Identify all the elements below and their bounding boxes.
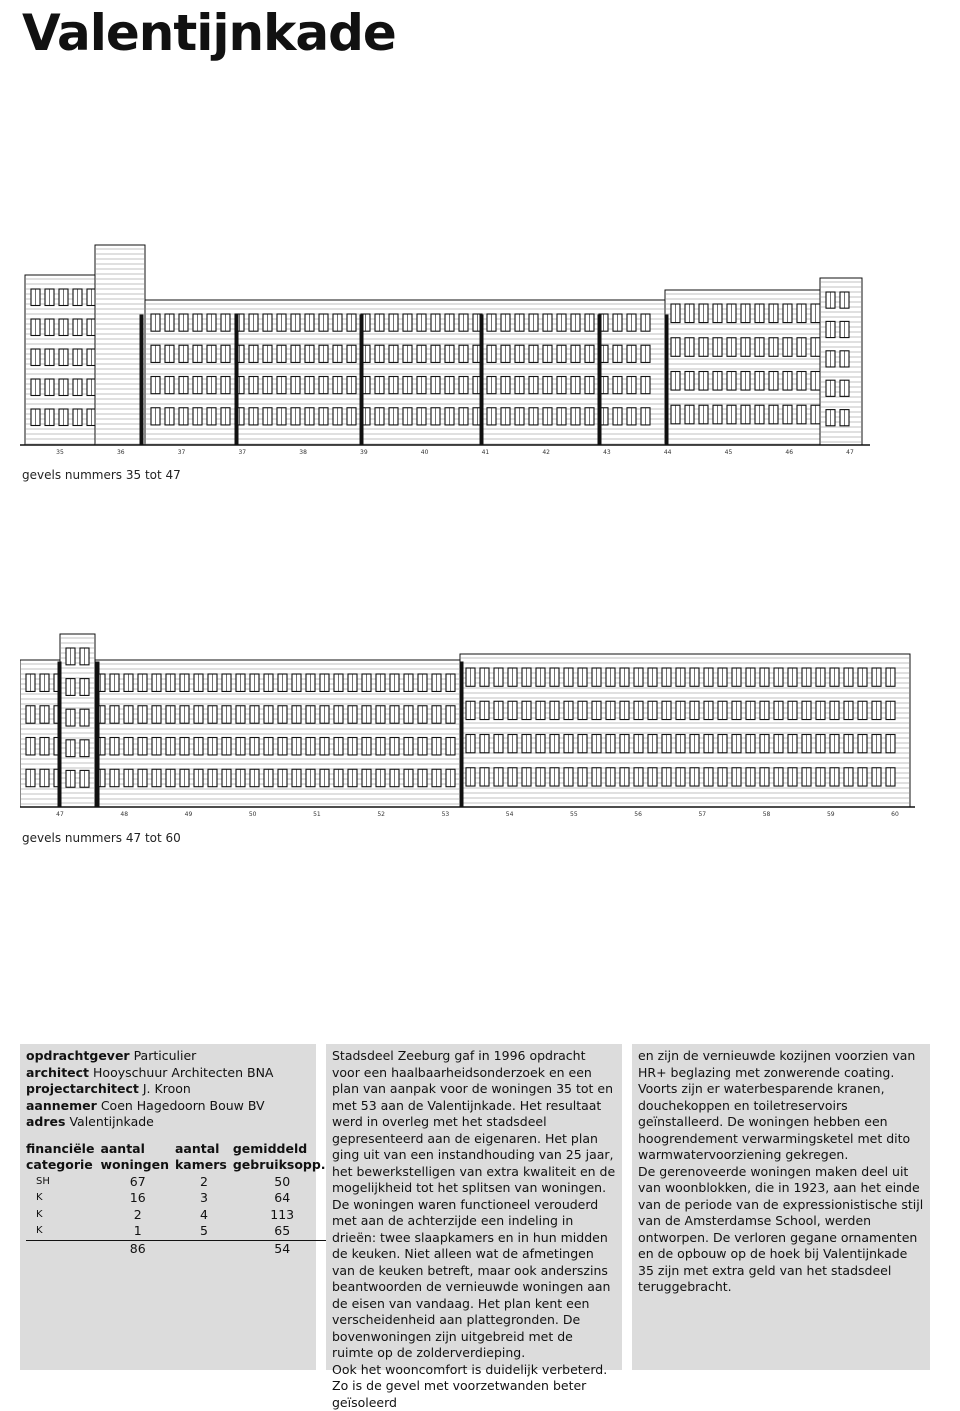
table-cell: SH xyxy=(26,1174,100,1191)
meta-value: Coen Hagedoorn Bouw BV xyxy=(101,1098,265,1113)
pilaster xyxy=(480,315,483,445)
facade-elevation-35-47 xyxy=(20,240,870,462)
building-block xyxy=(60,634,95,807)
facade-elevation-47-60 xyxy=(20,632,915,824)
house-number-label: 49 xyxy=(185,811,193,818)
house-number-label: 56 xyxy=(634,811,642,818)
meta-value: J. Kroon xyxy=(143,1081,191,1096)
meta-label: opdrachtgever xyxy=(26,1048,130,1063)
meta-label: adres xyxy=(26,1114,65,1129)
house-number-label: 47 xyxy=(56,811,64,818)
paragraph: en zijn de vernieuwde kozijnen voorzien van HR+ beglazing met zonwerende coating. Voorts zijn er waterbesparende kranen, douchekoppen en toiletreservoirs geïnstalleerd. De woningen hebben een hoogrendement verwarmingsketel met dito warmwatervoorziening gekregen. xyxy=(638,1048,924,1164)
header-financial-category: financiële categorie xyxy=(26,1141,100,1174)
house-number-label: 44 xyxy=(664,449,672,456)
table-cell: 67 xyxy=(100,1174,175,1191)
table-row xyxy=(26,1190,332,1207)
table-cell: 3 xyxy=(175,1190,233,1207)
table-row xyxy=(26,1207,332,1224)
table-cell: 64 xyxy=(233,1190,332,1207)
house-number-label: 54 xyxy=(506,811,514,818)
table-row xyxy=(26,1223,332,1240)
meta-label: architect xyxy=(26,1065,89,1080)
table-total-cell: 54 xyxy=(233,1241,332,1258)
paragraph: De gerenoveerde woningen maken deel uit van woonblokken, die in 1923, aan het einde van de periode van de expressionistische stijl van de Amsterdamse School, werden ontworpen. De verloren gegane ornamenten en de opbouw op de hoek bij Valentijnkade 35 zijn met extra geld van het stadsdeel teruggebracht. xyxy=(638,1164,924,1296)
table-cell: 1 xyxy=(100,1223,175,1240)
house-number-label: 52 xyxy=(377,811,385,818)
table-cell: 113 xyxy=(233,1207,332,1224)
building-block xyxy=(95,245,145,445)
meta-label: aannemer xyxy=(26,1098,97,1113)
meta-value: Particulier xyxy=(134,1048,197,1063)
table-cell: 50 xyxy=(233,1174,332,1191)
project-meta-item xyxy=(26,1065,310,1082)
house-number-label: 37 xyxy=(238,449,246,456)
pilaster xyxy=(58,662,61,807)
house-number-label: 59 xyxy=(827,811,835,818)
house-number-label: 47 xyxy=(846,449,854,456)
house-number-label: 55 xyxy=(570,811,578,818)
house-number-label: 37 xyxy=(178,449,186,456)
table-cell: 2 xyxy=(100,1207,175,1224)
project-meta-list xyxy=(26,1048,310,1131)
table-cell: 4 xyxy=(175,1207,233,1224)
house-number-label: 57 xyxy=(698,811,706,818)
project-meta-item xyxy=(26,1098,310,1115)
table-total-cell xyxy=(26,1241,100,1258)
table-cell: 2 xyxy=(175,1174,233,1191)
paragraph: Stadsdeel Zeeburg gaf in 1996 opdracht voor een haalbaarheidsonderzoek en een plan van aanpak voor de woningen 35 tot en met 53 aan de Valentijnkade. Het resultaat werd in overleg met het stadsdeel gepresenteerd aan de eigenaren. Het plan ging uit van een instandhouding van 25 jaar, het bewerkstelligen van extra kwaliteit en de mogelijkheid tot het splitsen van woningen. De woningen waren functioneel verouderd met aan de achterzijde een indeling in drieën: twee slaapkamers en in hun midden de keuken. Niet alleen wat de afmetingen van de keuken betreft, maar ook anderszins beantwoorden de vernieuwde woningen aan de eisen van vandaag. Het plan kent een verscheidenheid aan plattegronden. De bovenwoningen zijn uitgebreid met de ruimte op de zolderverdieping. xyxy=(332,1048,616,1362)
house-number-label: 50 xyxy=(249,811,257,818)
house-number-label: 46 xyxy=(785,449,793,456)
table-total-cell xyxy=(175,1241,233,1258)
header-average-floor-area: gemiddeld gebruiksopp. xyxy=(233,1141,332,1174)
text-column-3 xyxy=(632,1044,930,1370)
elevation-caption-bottom: gevels nummers 47 tot 60 xyxy=(22,831,181,845)
pilaster xyxy=(598,315,601,445)
house-number-label: 53 xyxy=(442,811,450,818)
house-number-label: 60 xyxy=(891,811,899,818)
header-number-of-rooms: aantal kamers xyxy=(175,1141,233,1174)
elevation-caption-top: gevels nummers 35 tot 47 xyxy=(22,468,181,482)
table-header-row xyxy=(26,1141,332,1174)
meta-value: Valentijnkade xyxy=(69,1114,153,1129)
house-number-label: 41 xyxy=(482,449,490,456)
page-title: Valentijnkade xyxy=(22,4,396,62)
house-number-label: 36 xyxy=(117,449,125,456)
house-number-label: 48 xyxy=(120,811,128,818)
table-cell: K xyxy=(26,1190,100,1207)
house-number-label: 45 xyxy=(725,449,733,456)
header-number-of-dwellings: aantal woningen xyxy=(100,1141,175,1174)
table-cell: 65 xyxy=(233,1223,332,1240)
pilaster xyxy=(360,315,363,445)
project-info-panel xyxy=(20,1044,316,1370)
house-number-label: 42 xyxy=(542,449,550,456)
house-number-label: 58 xyxy=(763,811,771,818)
house-number-label: 40 xyxy=(421,449,429,456)
project-meta-item xyxy=(26,1048,310,1065)
meta-value: Hooyschuur Architecten BNA xyxy=(93,1065,273,1080)
text-column-2 xyxy=(326,1044,622,1370)
housing-table xyxy=(26,1141,332,1258)
pilaster xyxy=(460,662,463,807)
house-number-label: 43 xyxy=(603,449,611,456)
table-row xyxy=(26,1174,332,1191)
pilaster xyxy=(96,662,99,807)
house-number-label: 39 xyxy=(360,449,368,456)
house-number-label: 38 xyxy=(299,449,307,456)
facade-drawing xyxy=(20,245,870,445)
pilaster xyxy=(665,315,668,445)
table-cell: 5 xyxy=(175,1223,233,1240)
table-cell: K xyxy=(26,1223,100,1240)
project-meta-item xyxy=(26,1081,310,1098)
table-total-cell: 86 xyxy=(100,1241,175,1258)
pilaster xyxy=(235,315,238,445)
pilaster xyxy=(140,315,143,445)
table-cell: 16 xyxy=(100,1190,175,1207)
table-cell: K xyxy=(26,1207,100,1224)
house-number-label: 51 xyxy=(313,811,321,818)
table-totals-row xyxy=(26,1241,332,1258)
meta-label: projectarchitect xyxy=(26,1081,139,1096)
facade-drawing xyxy=(20,634,915,807)
house-number-label: 35 xyxy=(56,449,64,456)
paragraph: Ook het wooncomfort is duidelijk verbeterd. Zo is de gevel met voorzetwanden beter geïsoleerd xyxy=(332,1362,616,1411)
project-meta-item xyxy=(26,1114,310,1131)
